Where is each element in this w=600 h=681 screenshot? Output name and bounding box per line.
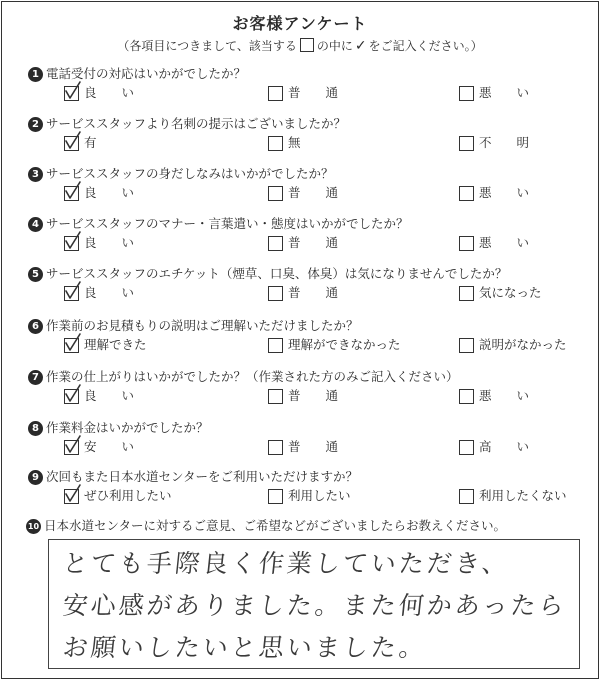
option-label: ぜひ利用したい — [84, 488, 172, 503]
answer-option[interactable] — [459, 489, 589, 505]
page-title: お客様アンケート — [232, 14, 368, 33]
question-6 — [2, 316, 598, 366]
option-label: 不 明 — [479, 135, 530, 150]
question-text: 作業前のお見積もりの説明はご理解いただけましたか？ — [46, 318, 359, 333]
option-label: 有 — [84, 135, 97, 150]
checkbox[interactable] — [459, 489, 474, 504]
answer-option[interactable] — [64, 186, 194, 202]
answer-option[interactable] — [64, 136, 194, 152]
answer-option[interactable] — [268, 136, 398, 152]
question-number: 5 — [28, 267, 43, 282]
question-number: 6 — [28, 319, 43, 334]
checkmark-icon — [64, 281, 84, 301]
question-7 — [2, 367, 598, 417]
question-number: 7 — [28, 370, 43, 385]
question-8 — [2, 418, 598, 468]
option-label: 安 い — [84, 439, 135, 454]
checked-checkbox[interactable] — [64, 86, 79, 101]
option-label: 説明がなかった — [479, 337, 567, 352]
question-2 — [2, 114, 598, 164]
checked-checkbox[interactable] — [64, 489, 79, 504]
checkbox-sample-icon — [300, 38, 314, 52]
checkmark-icon — [64, 333, 84, 353]
comment-line: 安心感がありました。また何かあったら — [61, 591, 569, 620]
option-label: 悪 い — [479, 235, 530, 250]
checkbox[interactable] — [268, 286, 283, 301]
question-text: サービススタッフの身だしなみはいかがでしたか？ — [46, 166, 334, 181]
question-text: 次回もまた日本水道センターをご利用いただけますか？ — [46, 469, 359, 484]
option-label: 普 通 — [288, 285, 339, 300]
question-number: 8 — [28, 421, 43, 436]
question-5 — [2, 264, 598, 314]
checked-checkbox[interactable] — [64, 440, 79, 455]
checkbox[interactable] — [459, 440, 474, 455]
checkbox[interactable] — [459, 186, 474, 201]
checkmark-icon — [64, 435, 84, 455]
checkbox[interactable] — [459, 236, 474, 251]
option-label: 悪 い — [479, 388, 530, 403]
checkmark-icon — [64, 484, 84, 504]
checkbox[interactable] — [268, 440, 283, 455]
question-text: サービススタッフより名刺の提示はございましたか？ — [46, 116, 347, 131]
option-label: 良 い — [84, 85, 135, 100]
comment-line: お願いしたいと思いました。 — [61, 633, 429, 662]
instructions-middle: の中に — [316, 39, 353, 53]
question-number: 9 — [28, 470, 43, 485]
answer-option[interactable] — [268, 489, 398, 505]
question-text: サービススタッフのエチケット（煙草、口臭、体臭）は気になりませんでしたか？ — [46, 266, 508, 281]
instructions-before: （各項目につきまして、該当する — [117, 39, 297, 53]
answer-option[interactable] — [459, 136, 589, 152]
answer-option[interactable] — [459, 186, 589, 202]
question-4 — [2, 214, 598, 264]
question-text: 作業料金はいかがでしたか？ — [46, 420, 209, 435]
answer-option[interactable] — [459, 286, 589, 302]
option-label: 良 い — [84, 388, 135, 403]
checkmark-sample-icon: ✓ — [354, 38, 367, 54]
option-label: 利用したくない — [479, 488, 567, 503]
question-text: 作業の仕上がりはいかがでしたか？（作業された方のみご記入ください） — [46, 369, 459, 384]
checkbox[interactable] — [459, 86, 474, 101]
checkbox[interactable] — [268, 338, 283, 353]
checkmark-icon — [64, 231, 84, 251]
checkbox[interactable] — [459, 338, 474, 353]
question-3 — [2, 164, 598, 214]
question-number: 10 — [26, 519, 41, 534]
option-label: 良 い — [84, 185, 135, 200]
checkmark-icon — [64, 181, 84, 201]
instructions — [2, 37, 598, 54]
option-label: 普 通 — [288, 85, 339, 100]
option-label: 良 い — [84, 235, 135, 250]
answer-option[interactable] — [64, 338, 194, 354]
question-text: サービススタッフのマナー・言葉遣い・態度はいかがでしたか？ — [46, 216, 409, 231]
question-number: 4 — [28, 217, 43, 232]
checkbox[interactable] — [268, 236, 283, 251]
question-number: 2 — [28, 117, 43, 132]
instructions-after: をご記入ください。） — [368, 39, 483, 53]
answer-option[interactable] — [64, 86, 194, 102]
checkmark-icon — [64, 81, 84, 101]
checked-checkbox[interactable] — [64, 389, 79, 404]
answer-option[interactable] — [268, 186, 398, 202]
option-label: 利用したい — [288, 488, 351, 503]
checked-checkbox[interactable] — [64, 136, 79, 151]
option-label: 悪 い — [479, 85, 530, 100]
checkbox[interactable] — [268, 86, 283, 101]
answer-option[interactable] — [64, 440, 194, 456]
option-label: 普 通 — [288, 185, 339, 200]
checkbox[interactable] — [268, 186, 283, 201]
checkbox[interactable] — [459, 286, 474, 301]
option-label: 普 通 — [288, 439, 339, 454]
answer-option[interactable] — [64, 236, 194, 252]
answer-option[interactable] — [459, 440, 589, 456]
question-number: 3 — [28, 167, 43, 182]
option-label: 普 通 — [288, 235, 339, 250]
checkbox[interactable] — [459, 136, 474, 151]
option-label: 理解ができなかった — [288, 337, 401, 352]
survey-sheet — [1, 1, 599, 679]
answer-option[interactable] — [268, 236, 398, 252]
comment-line: とても手際良く作業していただき、 — [61, 549, 512, 578]
option-label: 悪 い — [479, 185, 530, 200]
checkbox[interactable] — [459, 389, 474, 404]
checkmark-icon — [64, 384, 84, 404]
answer-option[interactable] — [64, 286, 194, 302]
question-text: 日本水道センターに対するご意見、ご希望などがございましたらお教えください。 — [44, 518, 507, 533]
question-9 — [2, 467, 598, 517]
checkmark-icon — [64, 131, 84, 151]
answer-option[interactable] — [459, 338, 589, 354]
checkbox[interactable] — [268, 136, 283, 151]
option-label: 無 — [288, 135, 301, 150]
comment-box[interactable] — [48, 539, 580, 669]
answer-option[interactable] — [459, 86, 589, 102]
option-label: 気になった — [479, 285, 542, 300]
answer-option[interactable] — [268, 440, 398, 456]
checkbox[interactable] — [268, 489, 283, 504]
answer-option[interactable] — [459, 389, 589, 405]
checked-checkbox[interactable] — [64, 186, 79, 201]
question-text: 電話受付の対応はいかがでしたか？ — [46, 66, 247, 81]
answer-option[interactable] — [268, 86, 398, 102]
answer-option[interactable] — [268, 389, 398, 405]
checked-checkbox[interactable] — [64, 286, 79, 301]
option-label: 理解できた — [84, 337, 147, 352]
answer-option[interactable] — [268, 286, 398, 302]
option-label: 普 通 — [288, 388, 339, 403]
question-number: 1 — [28, 67, 43, 82]
answer-option[interactable] — [64, 489, 194, 505]
option-label: 高 い — [479, 439, 530, 454]
option-label: 良 い — [84, 285, 135, 300]
answer-option[interactable] — [64, 389, 194, 405]
checkbox[interactable] — [268, 389, 283, 404]
answer-option[interactable] — [459, 236, 589, 252]
question-1 — [2, 64, 598, 114]
checked-checkbox[interactable] — [64, 338, 79, 353]
answer-option[interactable] — [268, 337, 401, 354]
checked-checkbox[interactable] — [64, 236, 79, 251]
